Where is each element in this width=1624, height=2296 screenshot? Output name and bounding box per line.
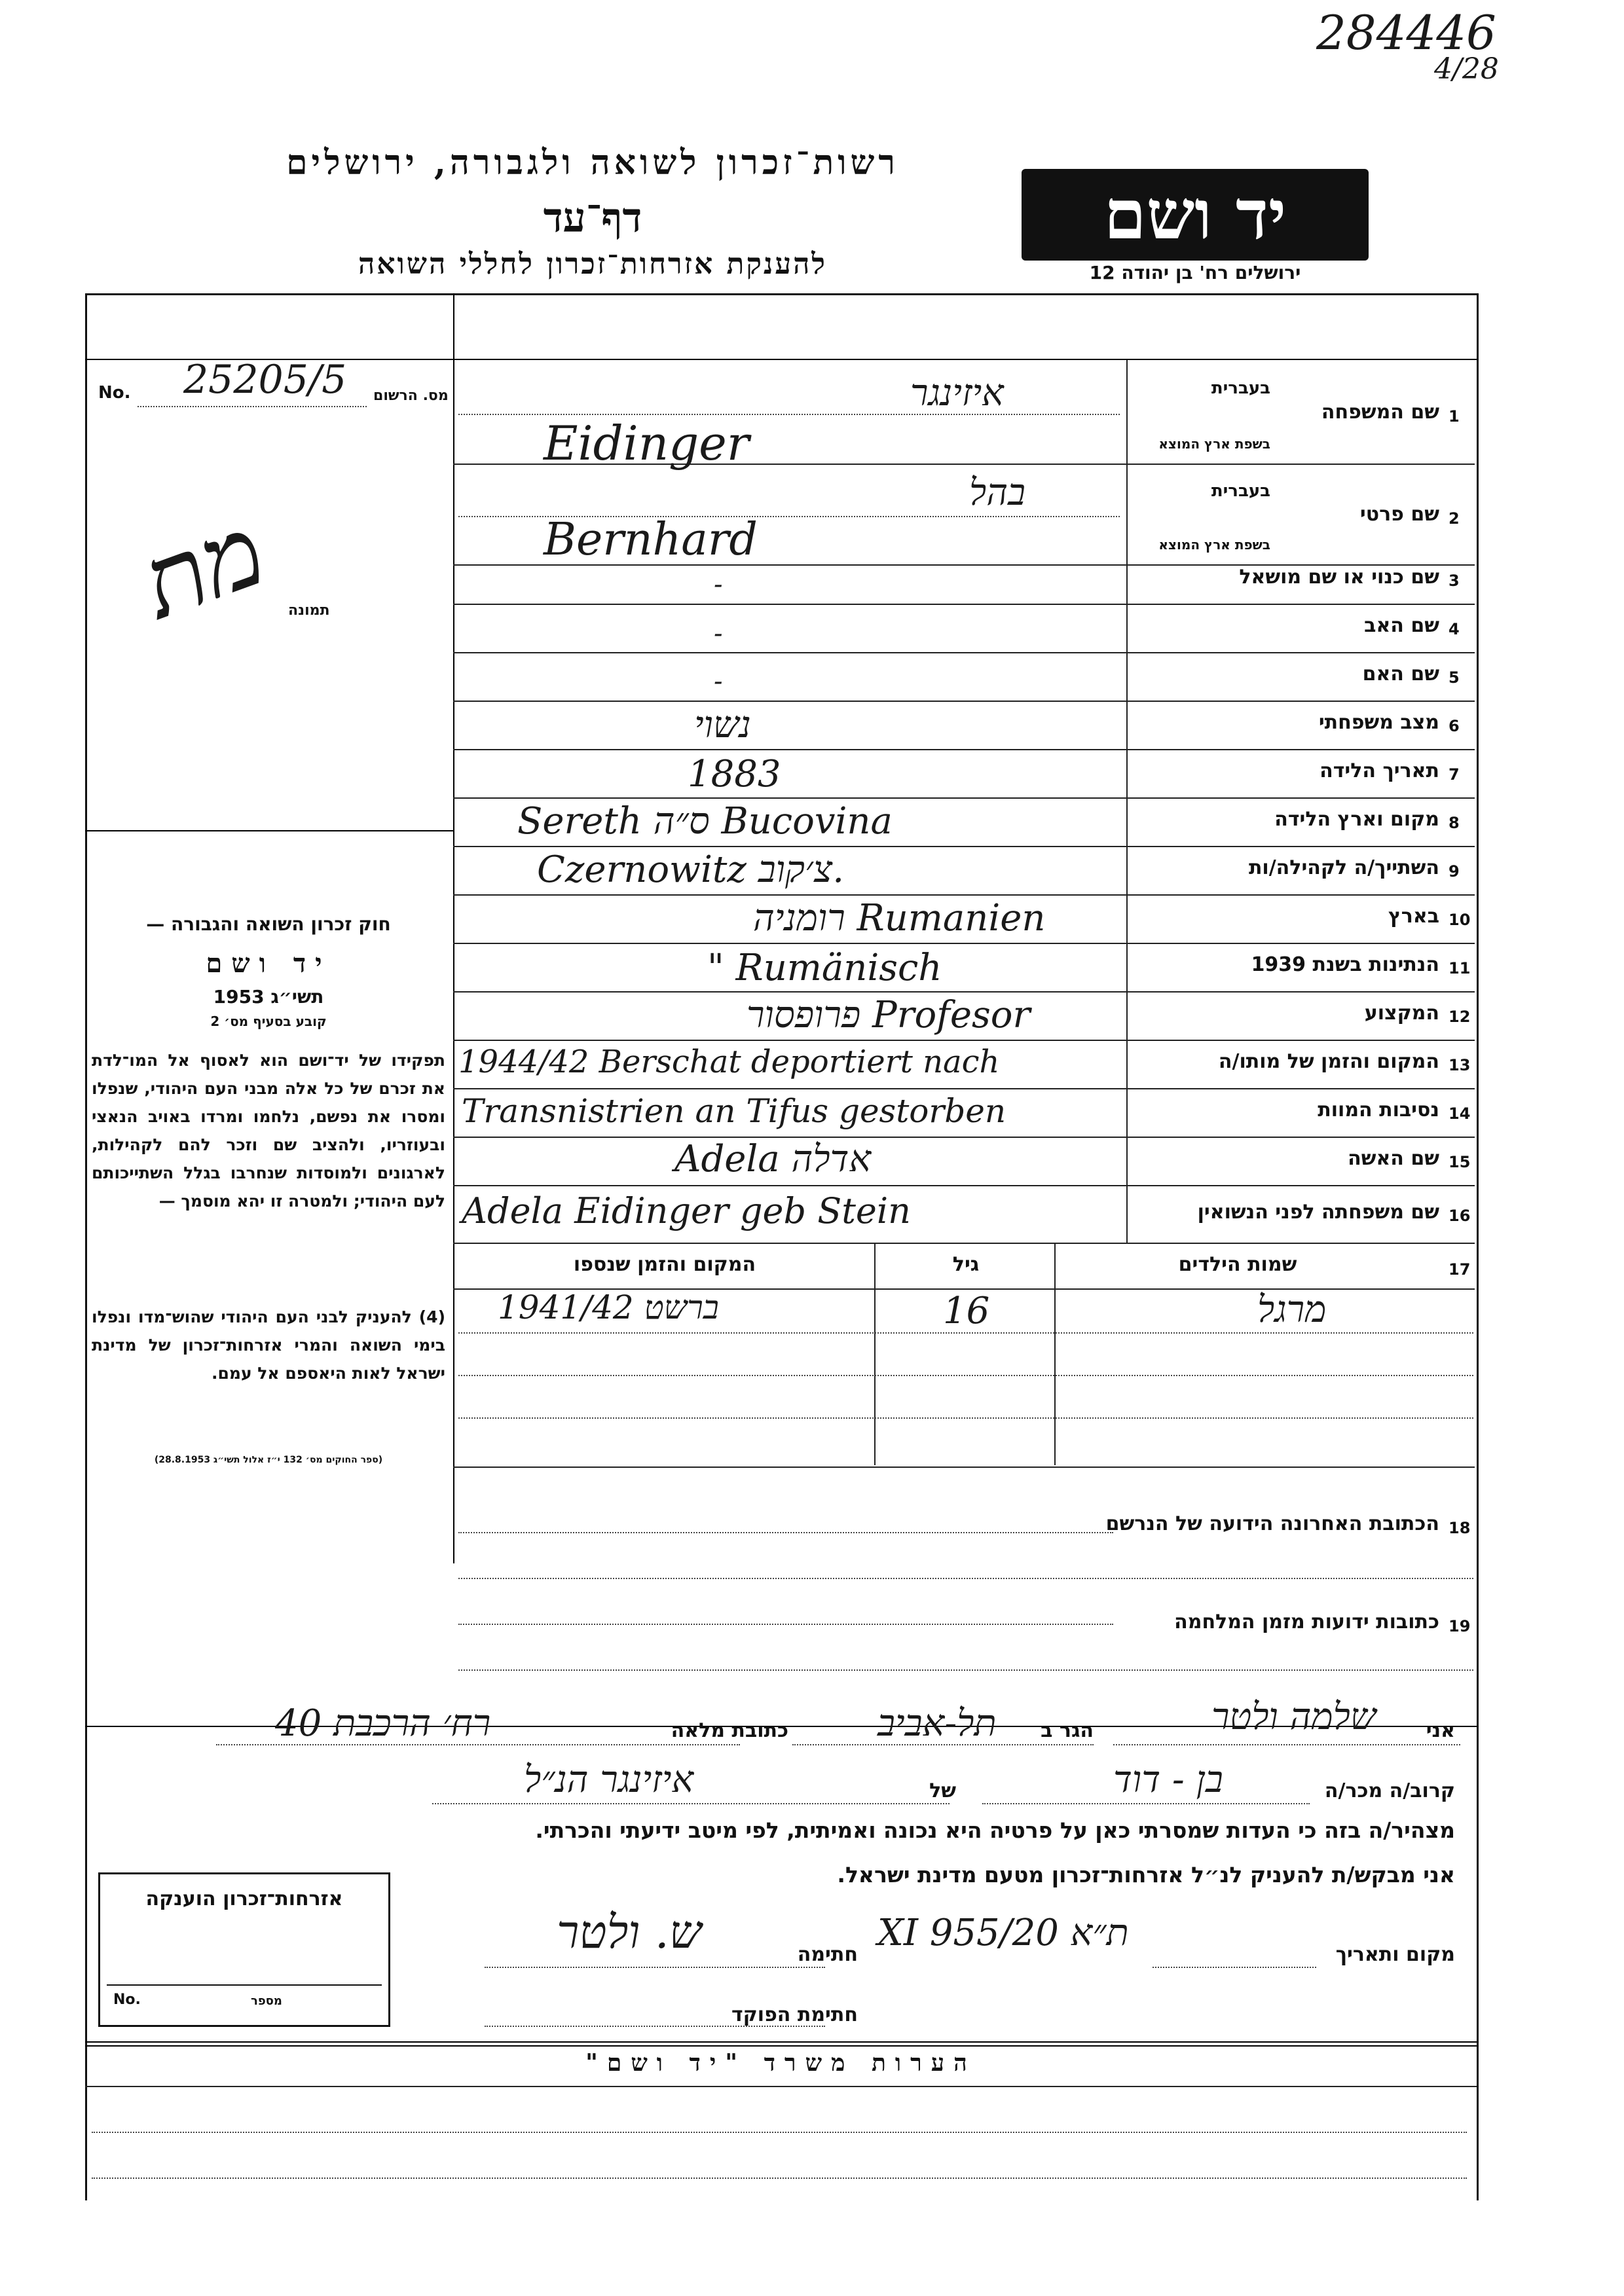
field-num-12: 12: [1449, 1008, 1471, 1026]
field-num-5: 5: [1449, 668, 1460, 687]
field-value-heb-2: בהל: [969, 471, 1025, 514]
field-label-14: נסיבות המוות: [1318, 1099, 1439, 1121]
field-label-9: השתייך/ה לקהילה/ות: [1248, 856, 1439, 879]
signature-label: חתימה: [797, 1943, 858, 1966]
field-num-11: 11: [1449, 959, 1471, 977]
field-value-4: -: [714, 619, 723, 649]
field-value-7: 1883: [688, 753, 781, 795]
field-label-16: שם משפחתה לפני הנשואין: [1197, 1201, 1439, 1224]
field-value-16: Adela Eidinger geb Stein: [462, 1190, 911, 1231]
resides-city: תל-אביב: [877, 1702, 997, 1745]
field-label-12: המקצוע: [1364, 1002, 1439, 1025]
field-num-7: 7: [1449, 765, 1460, 784]
field-label-6: מצב משפחתי: [1318, 711, 1439, 734]
declarant-name: שלמה ולטר: [1211, 1696, 1376, 1738]
field-sub1-2: בעברית: [1211, 481, 1270, 501]
field-num-19: 19: [1449, 1617, 1471, 1635]
field-num-6: 6: [1449, 717, 1460, 735]
field-label-7: תאריך הלידה: [1320, 759, 1439, 782]
field-value-6: נשוי: [694, 704, 751, 746]
children-age-header: גיל: [952, 1253, 980, 1276]
field-value-9: Czernowitz צ׳קוב.: [537, 848, 845, 891]
field-num-17: 17: [1449, 1260, 1471, 1279]
officer-signature-label: חתימת הפוקד: [731, 2003, 858, 2026]
archive-number: 284446: [1316, 5, 1496, 60]
registration-number: 25205/5: [183, 357, 347, 403]
request-text: אני מבקש/ת להעניק לנ״ל אזרחות־זכרון מטעם מדינת ישראל.: [837, 1862, 1455, 1887]
citizenship-box-number-label: מספר: [251, 1994, 282, 2008]
field-num-16: 16: [1449, 1207, 1471, 1225]
law-title: חוק זכרון השואה והגבורה —: [146, 913, 391, 935]
field-value-15: Adela אדלה: [674, 1138, 872, 1180]
photo-label: תמונה: [288, 602, 330, 619]
resides-label: הגר ב: [1041, 1719, 1094, 1742]
field-value-13: 1944/42 Berschat deportiert nach: [458, 1044, 1000, 1080]
field-value-10: רומניה Rumanien: [753, 897, 1046, 939]
field-value-heb-1: איזינגר: [910, 372, 1004, 414]
child-age: 16: [943, 1290, 990, 1332]
relative-label: קרוב/ה מכר/ה: [1324, 1779, 1455, 1802]
field-num-10: 10: [1449, 911, 1471, 929]
field-num-18: 18: [1449, 1519, 1471, 1537]
archive-sub-number: 4/28: [1434, 52, 1499, 86]
doc-title: דף־עד: [543, 194, 642, 242]
citizenship-box-title: אזרחות־זכרון הוענקה: [145, 1887, 343, 1910]
field-num-15: 15: [1449, 1153, 1471, 1171]
field-label-3: שם כנוי או שם מושאל: [1239, 566, 1439, 589]
field-num-4: 4: [1449, 620, 1460, 638]
law-para-2: (4) להעניק לבני העם היהודי שהוש־מדו ונפלו בימי השואה והמרי אזרחות־זכרון של מדינת ישראל לאות היאספם אל עמם.: [92, 1307, 445, 1383]
field-label-8: מקום וארץ הלידה: [1274, 808, 1439, 831]
field-value-2: Bernhard: [544, 514, 758, 566]
field-label-13: המקום והזמן של מותו/ה: [1218, 1050, 1439, 1073]
logo-address: ירושלים רח' בן יהודה 12: [1089, 262, 1301, 283]
law-clause: קובע בסעיף מס׳ 2: [210, 1013, 327, 1029]
field-label-11: הנתינות בשנת 1939: [1251, 953, 1439, 976]
place-date-label: מקום ותאריך: [1335, 1943, 1455, 1966]
full-address-label: כתובת מלאה: [671, 1719, 788, 1742]
child-place: 1941/42 ברשט: [498, 1288, 719, 1326]
org-line: רשות־זכרון לשואה ולגבורה, ירושלים: [286, 143, 899, 183]
field-label-5: שם האם: [1362, 663, 1439, 685]
logo-text: יד ושם: [1103, 174, 1287, 255]
declaration-text: מצהיר/ה בזה כי העדות שמסרתי כאן על פרטיה היא נכונה ואמיתית, לפי מיטב ידיעתי והכרתי.: [535, 1817, 1455, 1843]
field-sub1-1: בעברית: [1211, 378, 1270, 398]
field-value-11: " Rumänisch: [707, 947, 942, 989]
field-num-13: 13: [1449, 1056, 1471, 1074]
field-label-4: שם האב: [1364, 614, 1439, 637]
field-value-14: Transnistrien an Tifus gestorben: [462, 1092, 1006, 1130]
relative-value: בן - דוד: [1113, 1758, 1223, 1801]
field-label-2: שם פרטי: [1359, 503, 1439, 526]
signature-value: ש. ולטר: [557, 1905, 702, 1959]
field-num-9: 9: [1449, 862, 1460, 881]
law-year: תשי״ג 1953: [213, 986, 324, 1008]
field-label-1: שם המשפחה: [1321, 401, 1439, 424]
registration-no-label: No.: [98, 383, 131, 403]
remarks-title: הערות משרד "יד ושם": [585, 2049, 976, 2077]
law-reference: (ספר החוקים מס׳ 132 י״ז אלול תשי״ג 28.8.1953): [154, 1455, 383, 1465]
field-value-1: Eidinger: [544, 416, 750, 471]
field-num-8: 8: [1449, 814, 1460, 832]
law-name: יד ושם: [206, 948, 331, 979]
field-value-12: פרופסור Profesor: [747, 994, 1031, 1036]
field-value-8: Sereth ס״ה Bucovina: [517, 800, 893, 843]
of-value: איזינגר הנ״ל: [524, 1758, 694, 1801]
yad-vashem-logo: [1022, 169, 1369, 261]
citizenship-box-no: No.: [113, 1992, 141, 2008]
of-label: של: [929, 1779, 956, 1802]
field-num-14: 14: [1449, 1104, 1471, 1123]
field-label-10: בארץ: [1388, 905, 1439, 928]
field-num-3: 3: [1449, 572, 1460, 590]
declarant-ani-label: אני: [1426, 1719, 1455, 1742]
field-value-5: -: [714, 666, 723, 697]
full-address: רח׳ הרכבת 40: [275, 1702, 491, 1745]
child-name: מרגל: [1257, 1288, 1327, 1331]
children-names-header: שמות הילדים: [1178, 1253, 1297, 1276]
field-num-2: 2: [1449, 509, 1460, 528]
field-sub2-2: בשפת ארץ המוצא: [1158, 537, 1270, 553]
last-address-label: הכתובת האחרונה הידועה של הנרשם: [1105, 1512, 1439, 1535]
wartime-addresses-label: כתובות ידועות מזמן המלחמה: [1174, 1611, 1439, 1633]
law-para-1: תפקידו של יד־ושם הוא לאסוף אל המו־לדת את זכרם של כל אלה מבני העם היהודי, שנפלו ומסרו את נפשם, נלחמו ומרדו באויב הנאצי ובעוזריו, ולהציב שם וזכר להם לקהילות, לארגונים ולמוסדות שנחרבו בגלל השתייכותם לעם היהודי; ולמטרה זו יהא מוסמך —: [92, 1051, 445, 1211]
field-num-1: 1: [1449, 407, 1460, 426]
children-place-header: המקום והזמן שנספו: [573, 1253, 756, 1276]
field-sub2-1: בשפת ארץ המוצא: [1158, 436, 1270, 452]
doc-subtitle: להענקת אזרחות־זכרון לחללי השואה: [358, 247, 827, 281]
field-value-3: -: [714, 570, 723, 600]
place-date-value: ת״א 20/XI 955: [877, 1912, 1129, 1954]
photo-note: מת: [128, 494, 278, 642]
registration-label: מס. הרשום: [373, 388, 449, 404]
citizenship-box: [98, 1872, 390, 2027]
field-label-15: שם האשה: [1348, 1147, 1439, 1170]
